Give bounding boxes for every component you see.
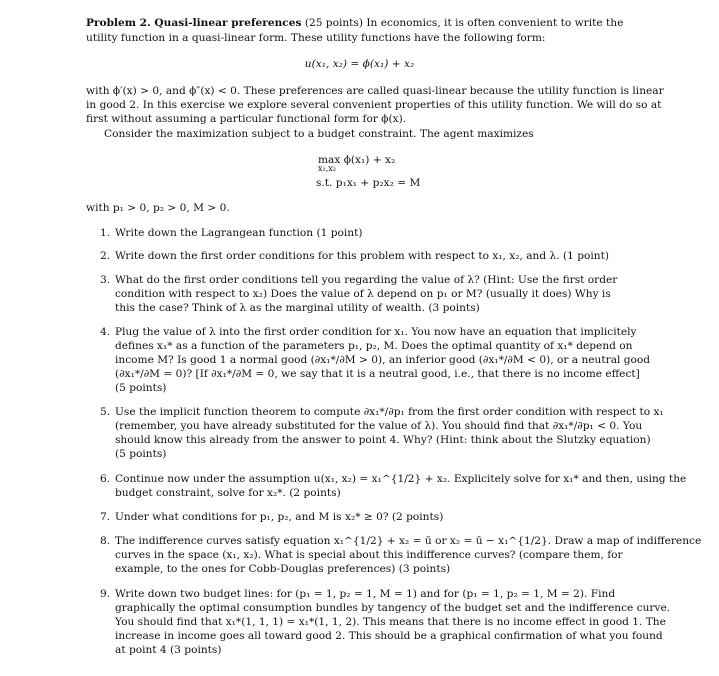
item-text-line: (5 points) [115, 382, 167, 394]
paragraph-line: Consider the maximization subject to a budget constraint. The agent maximizes [104, 128, 534, 140]
problem-header-line [86, 16, 623, 31]
paragraph-line: in good 2. In this exercise we explore several convenient properties of this utility function. We will do so at [86, 99, 662, 111]
item-number: 7. [100, 511, 111, 523]
item-number: 2. [100, 250, 111, 262]
item-text-line: What do the first order conditions tell you regarding the value of λ? (Hint: Use the first order [115, 274, 618, 286]
problem-intro-text: (25 points) In economics, it is often convenient to write the [301, 17, 624, 29]
item-text-line: should know this already from the answer to point 4. Why? (Hint: think about the Slutzky equation) [115, 434, 651, 446]
item-text-line: example, to the ones for Cobb-Douglas preferences) (3 points) [115, 563, 451, 575]
item-text-line: (remember, you have already substituted for the value of λ). You should find that ∂x₁*/∂p₁ < 0. You [115, 420, 643, 432]
item-text-line: curves in the space (x₁, x₂). What is special about this indifference curves? (compare them, for [115, 549, 623, 561]
item-text-line: (5 points) [115, 448, 167, 460]
item-number: 5. [100, 406, 111, 418]
item-text-line: (∂x₁*/∂M = 0)? [If ∂x₁*/∂M = 0, we say that it is a neutral good, i.e., that there is no income effect] [115, 368, 640, 380]
item-text-line: Write down the Lagrangean function (1 point) [115, 227, 363, 239]
item-text-line: income M? Is good 1 a normal good (∂x₁*/∂M > 0), an inferior good (∂x₁*/∂M < 0), or a neutral good [115, 354, 651, 366]
item-text-line: Under what conditions for p₁, p₂, and M is x₂* ≥ 0? (2 points) [115, 511, 444, 523]
item-text-line: Continue now under the assumption u(x₁, x₂) = x₁^{1/2} + x₂. Explicitely solve for x₁* and then, using the [115, 473, 687, 485]
item-text-line: Write down the first order conditions for this problem with respect to x₁, x₂, and λ. (1 point) [115, 250, 609, 262]
max-objective: max ϕ(x₁) + x₂ [318, 154, 396, 166]
item-text-line: condition with respect to x₂) Does the value of λ depend on p₁ or M? (usually it does) Why is [115, 288, 611, 300]
item-text-line: You should find that x₁*(1, 1, 1) = x₁*(1, 1, 2). This means that there is no income effect in good 1. The [115, 616, 666, 628]
problem-title: Problem 2. Quasi-linear preferences [86, 17, 302, 29]
item-text-line: Plug the value of λ into the first order condition for x₁. You now have an equation that implicitely [115, 326, 637, 338]
problem-intro-line-2: utility function in a quasi-linear form. These utility functions have the following form: [86, 32, 546, 44]
item-text-line: increase in income goes all toward good 2. This should be a graphical confirmation of what you found [115, 630, 663, 642]
item-text-line: at point 4 (3 points) [115, 644, 222, 656]
max-subscript: x₁,x₂ [318, 164, 336, 173]
item-text-line: Write down two budget lines: for (p₁ = 1, p₂ = 1, M = 1) and for (p₁ = 1, p₂ = 1, M = 2). Find [115, 588, 616, 600]
paragraph-line: first without assuming a particular functional form for ϕ(x). [86, 113, 407, 125]
budget-constraint: s.t. p₁x₁ + p₂x₂ = M [316, 177, 421, 189]
item-number: 8. [100, 535, 111, 547]
item-number: 1. [100, 227, 111, 239]
item-text-line: graphically the optimal consumption bundles by tangency of the budget set and the indifference curve. [115, 602, 671, 614]
item-number: 3. [100, 274, 111, 286]
item-number: 9. [100, 588, 111, 600]
parameter-conditions: with p₁ > 0, p₂ > 0, M > 0. [86, 202, 230, 214]
item-text-line: budget constraint, solve for x₂*. (2 points) [115, 487, 341, 499]
item-text-line: Use the implicit function theorem to compute ∂x₁*/∂p₁ from the first order condition with respect to x₁ [115, 406, 664, 418]
item-text-line: The indifference curves satisfy equation x₁^{1/2} + x₂ = ū or x₂ = ū − x₁^{1/2}. Draw a map of indifference [115, 535, 702, 547]
utility-equation: u(x₁, x₂) = ϕ(x₁) + x₂ [304, 58, 415, 70]
item-number: 4. [100, 326, 111, 338]
item-text-line: defines x₁* as a function of the parameters p₁, p₂, M. Does the optimal quantity of x₁* depend on [115, 340, 633, 352]
paragraph-line: with ϕ′(x) > 0, and ϕ″(x) < 0. These preferences are called quasi-linear because the utility function is linear [86, 85, 664, 97]
item-text-line: this the case? Think of λ as the marginal utility of wealth. (3 points) [115, 302, 480, 314]
item-number: 6. [100, 473, 111, 485]
